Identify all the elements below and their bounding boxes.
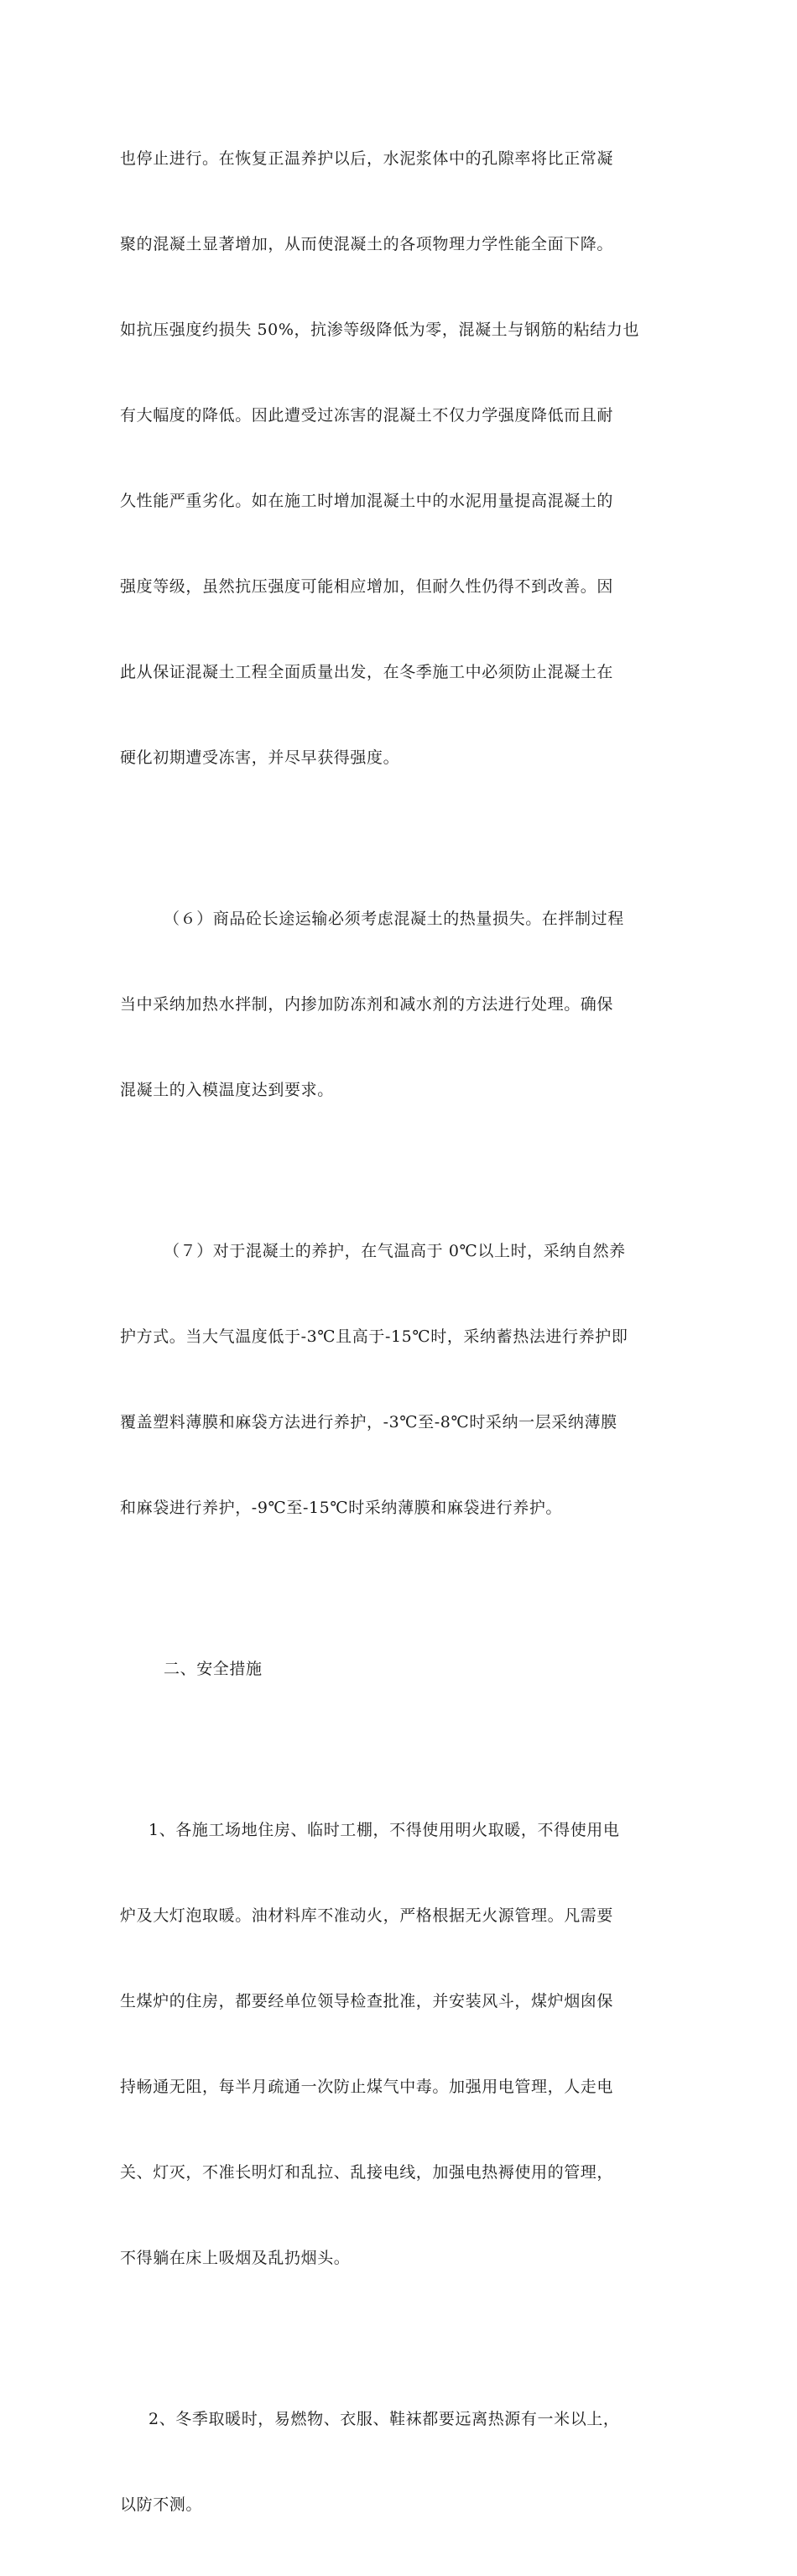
text-line: 护方式。当大气温度低于-3℃且高于-15℃时，采纳蓄热法进行养护即 xyxy=(120,1327,628,1346)
paragraph-item-7 xyxy=(120,1180,682,1579)
text-line: 和麻袋进行养护，-9℃至-15℃时采纳薄膜和麻袋进行养护。 xyxy=(120,1499,563,1517)
paragraph-frost-damage xyxy=(120,87,682,829)
text-line: （６）商品砼长途运输必须考虑混凝土的热量损失。在拌制过程 xyxy=(164,910,624,928)
paragraph-spacer xyxy=(120,1740,682,1759)
paragraph-safety-2 xyxy=(120,2348,682,2576)
text-line: 有大幅度的降低。因此遭受过冻害的混凝土不仅力学强度降低而且耐 xyxy=(120,406,614,425)
text-line: 关、灯灭，不准长明灯和乱拉、乱接电线，加强电热褥使用的管理， xyxy=(120,2163,614,2182)
text-line: （７）对于混凝土的养护，在气温高于 0℃以上时，采纳自然养 xyxy=(164,1242,626,1260)
paragraph-safety-1 xyxy=(120,1759,682,2329)
text-line: 不得躺在床上吸烟及乱扔烟头。 xyxy=(120,2249,351,2267)
text-line: 以防不测。 xyxy=(120,2495,203,2514)
paragraph-spacer xyxy=(120,829,682,847)
text-line: 强度等级，虽然抗压强度可能相应增加，但耐久性仍得不到改善。因 xyxy=(120,577,614,596)
text-line: 2、冬季取暖时，易燃物、衣服、鞋袜都要远离热源有一米以上， xyxy=(148,2410,620,2428)
text-line: 如抗压强度约损失 50%，抗渗等级降低为零，混凝土与钢筋的粘结力也 xyxy=(120,321,640,339)
section-heading-safety xyxy=(120,1598,682,1740)
text-line: 炉及大灯泡取暖。油材料库不准动火，严格根据无火源管理。凡需要 xyxy=(120,1906,614,1925)
paragraph-spacer xyxy=(120,1161,682,1180)
text-line: 生煤炉的住房，都要经单位领导检查批准，并安装风斗，煤炉烟囱保 xyxy=(120,1992,614,2010)
document-page xyxy=(120,87,682,2576)
text-line: 覆盖塑料薄膜和麻袋方法进行养护，-3℃至-8℃时采纳一层采纳薄膜 xyxy=(120,1413,617,1431)
text-line: 久性能严重劣化。如在施工时增加混凝土中的水泥用量提高混凝土的 xyxy=(120,492,614,510)
section-heading-text: 二、安全措施 xyxy=(164,1660,263,1678)
text-line: 混凝土的入模温度达到要求。 xyxy=(120,1081,334,1099)
paragraph-spacer xyxy=(120,1579,682,1598)
text-line: 聚的混凝土显著增加，从而使混凝土的各项物理力学性能全面下降。 xyxy=(120,235,614,253)
paragraph-spacer xyxy=(120,2329,682,2348)
text-line: 此从保证混凝土工程全面质量出发，在冬季施工中必须防止混凝土在 xyxy=(120,663,614,681)
text-line: 当中采纳加热水拌制，内掺加防冻剂和减水剂的方法进行处理。确保 xyxy=(120,995,614,1014)
text-line: 也停止进行。在恢复正温养护以后，水泥浆体中的孔隙率将比正常凝 xyxy=(120,149,614,168)
text-line: 持畅通无阻，每半月疏通一次防止煤气中毒。加强用电管理，人走电 xyxy=(120,2078,614,2096)
text-line: 1、各施工场地住房、临时工棚，不得使用明火取暖，不得使用电 xyxy=(148,1821,620,1839)
text-line: 硬化初期遭受冻害，并尽早获得强度。 xyxy=(120,748,400,767)
paragraph-item-6 xyxy=(120,847,682,1161)
